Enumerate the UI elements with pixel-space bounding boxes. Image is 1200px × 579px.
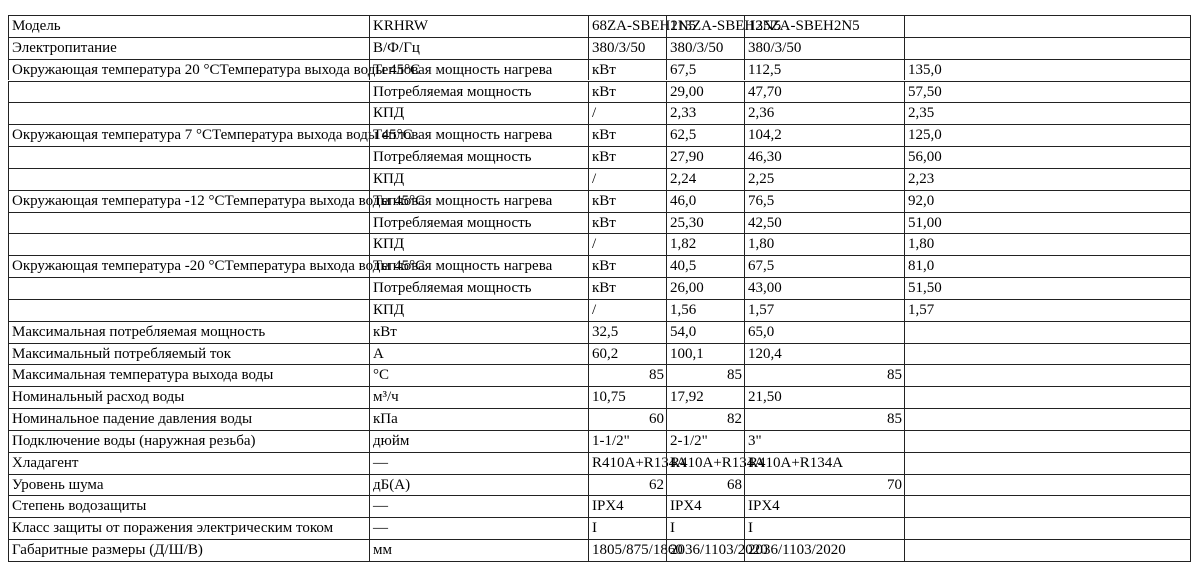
table-cell <box>904 430 1190 452</box>
table-cell: °C <box>369 364 588 386</box>
table-cell: 29,00 <box>666 81 744 103</box>
table-bottom-border <box>8 561 1191 562</box>
table-cell: 1,56 <box>666 299 744 321</box>
table-cell: 68ZA-SBEH2N5 <box>588 15 666 37</box>
table-row <box>0 102 1200 124</box>
table-cell <box>8 102 369 124</box>
table-cell: 1805/875/1860 <box>588 539 666 561</box>
table-cell: Подключение воды (наружная резьба) <box>8 430 369 452</box>
table-cell: 65,0 <box>744 321 904 343</box>
table-row <box>0 408 1200 430</box>
table-cell: 42,50 <box>744 212 904 234</box>
table-cell: кВт <box>588 59 666 81</box>
table-cell: 2,33 <box>666 102 744 124</box>
table-cell: 62 <box>588 474 666 496</box>
table-cell: кВт <box>588 190 666 212</box>
table-cell: Степень водозащиты <box>8 495 369 517</box>
table-cell: 3" <box>744 430 904 452</box>
table-cell: 51,50 <box>904 277 1190 299</box>
table-cell: Окружающая температура 20 °CТемпература выхода воды 45°C <box>8 59 369 81</box>
table-row <box>0 190 1200 212</box>
table-cell: Потребляемая мощность <box>369 146 588 168</box>
table-cell: 2,23 <box>904 168 1190 190</box>
table-cell: 67,5 <box>666 59 744 81</box>
table-cell: Тепловая мощность нагрева <box>369 59 588 81</box>
table-cell: I <box>588 517 666 539</box>
table-row <box>0 517 1200 539</box>
table-cell: кВт <box>588 81 666 103</box>
table-cell <box>8 146 369 168</box>
table-cell: 1,82 <box>666 233 744 255</box>
table-cell: Максимальная температура выхода воды <box>8 364 369 386</box>
table-cell: 1,57 <box>744 299 904 321</box>
table-cell: I <box>744 517 904 539</box>
table-cell: Номинальный расход воды <box>8 386 369 408</box>
table-right-border <box>1190 15 1191 562</box>
table-cell: 85 <box>588 364 666 386</box>
table-cell: Номинальное падение давления воды <box>8 408 369 430</box>
table-cell: Максимальная потребляемая мощность <box>8 321 369 343</box>
table-cell: Тепловая мощность нагрева <box>369 190 588 212</box>
table-cell: KRHRW <box>369 15 588 37</box>
table-cell: 85 <box>666 364 744 386</box>
table-cell: IPX4 <box>744 495 904 517</box>
table-cell: R410A+R134A <box>744 452 904 474</box>
table-row <box>0 59 1200 81</box>
table-cell: Окружающая температура -20 °CТемпература выхода воды 45°C <box>8 255 369 277</box>
table-cell: IPX4 <box>666 495 744 517</box>
table-cell: КПД <box>369 233 588 255</box>
table-cell: R410A+R134A <box>588 452 666 474</box>
table-cell: 120,4 <box>744 343 904 365</box>
table-cell: кВт <box>588 124 666 146</box>
table-row <box>0 168 1200 190</box>
table-cell: КПД <box>369 168 588 190</box>
table-row <box>0 255 1200 277</box>
table-row <box>0 277 1200 299</box>
table-cell <box>8 233 369 255</box>
table-cell <box>904 343 1190 365</box>
table-cell: 51,00 <box>904 212 1190 234</box>
table-cell: Уровень шума <box>8 474 369 496</box>
table-cell: 81,0 <box>904 255 1190 277</box>
table-cell <box>8 299 369 321</box>
table-row <box>0 386 1200 408</box>
table-cell <box>8 212 369 234</box>
table-cell: 67,5 <box>744 255 904 277</box>
table-cell <box>904 364 1190 386</box>
table-cell <box>904 408 1190 430</box>
table-cell: 60,2 <box>588 343 666 365</box>
table-cell: 104,2 <box>744 124 904 146</box>
table-cell <box>904 495 1190 517</box>
table-row <box>0 539 1200 561</box>
table-row <box>0 124 1200 146</box>
table-cell: 85 <box>744 408 904 430</box>
table-cell: 2,24 <box>666 168 744 190</box>
table-cell <box>904 539 1190 561</box>
table-cell: 2036/1103/2020 <box>744 539 904 561</box>
table-row <box>0 37 1200 59</box>
table-cell: кВт <box>588 212 666 234</box>
table-cell: 10,75 <box>588 386 666 408</box>
table-cell: 82 <box>666 408 744 430</box>
table-cell: 68 <box>666 474 744 496</box>
table-cell: 21,50 <box>744 386 904 408</box>
table-cell: 125,0 <box>904 124 1190 146</box>
table-cell: Потребляемая мощность <box>369 81 588 103</box>
table-cell: 26,00 <box>666 277 744 299</box>
table-cell: Тепловая мощность нагрева <box>369 255 588 277</box>
table-cell: Модель <box>8 15 369 37</box>
table-cell: 135,0 <box>904 59 1190 81</box>
table-cell: кВт <box>369 321 588 343</box>
table-cell: 46,30 <box>744 146 904 168</box>
table-cell: 85 <box>744 364 904 386</box>
table-row <box>0 343 1200 365</box>
table-cell: 43,00 <box>744 277 904 299</box>
table-cell: Электропитание <box>8 37 369 59</box>
table-cell: / <box>588 168 666 190</box>
table-cell <box>904 517 1190 539</box>
table-cell: 47,70 <box>744 81 904 103</box>
table-cell: 57,50 <box>904 81 1190 103</box>
table-row <box>0 146 1200 168</box>
table-cell: 40,5 <box>666 255 744 277</box>
table-cell <box>8 277 369 299</box>
table-cell: 25,30 <box>666 212 744 234</box>
table-cell <box>8 168 369 190</box>
table-cell: 113ZA-SBEH2N5 <box>666 15 744 37</box>
table-cell: 56,00 <box>904 146 1190 168</box>
table-cell: м³/ч <box>369 386 588 408</box>
table-cell: 380/3/50 <box>744 37 904 59</box>
table-cell <box>904 452 1190 474</box>
table-cell: 1,57 <box>904 299 1190 321</box>
table-cell: А <box>369 343 588 365</box>
table-cell: 54,0 <box>666 321 744 343</box>
table-cell: 62,5 <box>666 124 744 146</box>
table-cell: 60 <box>588 408 666 430</box>
table-cell: Окружающая температура 7 °CТемпература выхода воды 45°C <box>8 124 369 146</box>
table-cell: R410A+R134A <box>666 452 744 474</box>
table-cell: 380/3/50 <box>666 37 744 59</box>
table-cell: / <box>588 299 666 321</box>
table-cell: 46,0 <box>666 190 744 212</box>
table-cell: 70 <box>744 474 904 496</box>
table-row <box>0 233 1200 255</box>
table-row <box>0 15 1200 37</box>
table-cell: / <box>588 102 666 124</box>
table-cell <box>8 81 369 103</box>
table-cell: 380/3/50 <box>588 37 666 59</box>
table-cell: 32,5 <box>588 321 666 343</box>
table-cell: IPX4 <box>588 495 666 517</box>
table-cell <box>904 386 1190 408</box>
table-cell <box>904 37 1190 59</box>
table-cell: — <box>369 495 588 517</box>
table-cell: I <box>666 517 744 539</box>
table-cell: КПД <box>369 299 588 321</box>
table-cell: 92,0 <box>904 190 1190 212</box>
table-cell: КПД <box>369 102 588 124</box>
table-cell <box>904 474 1190 496</box>
table-cell: кВт <box>588 255 666 277</box>
table-row <box>0 212 1200 234</box>
table-cell: Окружающая температура -12 °CТемпература выхода воды 45°C <box>8 190 369 212</box>
table-cell: 2,25 <box>744 168 904 190</box>
table-cell: Класс защиты от поражения электрическим током <box>8 517 369 539</box>
table-row <box>0 495 1200 517</box>
table-row <box>0 81 1200 103</box>
table-cell: дБ(А) <box>369 474 588 496</box>
table-cell: кПа <box>369 408 588 430</box>
table-cell: 2,36 <box>744 102 904 124</box>
table-row <box>0 299 1200 321</box>
table-row <box>0 364 1200 386</box>
table-cell: Максимальный потребляемый ток <box>8 343 369 365</box>
table-cell: 2036/1103/2020 <box>666 539 744 561</box>
table-cell: 1,80 <box>744 233 904 255</box>
table-cell: В/Ф/Гц <box>369 37 588 59</box>
table-cell: — <box>369 452 588 474</box>
table-row <box>0 452 1200 474</box>
table-cell: мм <box>369 539 588 561</box>
table-cell: 135ZA-SBEH2N5 <box>744 15 904 37</box>
table-row <box>0 321 1200 343</box>
table-cell: кВт <box>588 146 666 168</box>
table-cell: / <box>588 233 666 255</box>
table-cell: 27,90 <box>666 146 744 168</box>
table-cell: кВт <box>588 277 666 299</box>
table-cell: Хладагент <box>8 452 369 474</box>
table-cell: 76,5 <box>744 190 904 212</box>
table-cell <box>904 15 1190 37</box>
table-cell: — <box>369 517 588 539</box>
table-cell: дюйм <box>369 430 588 452</box>
table-cell: 112,5 <box>744 59 904 81</box>
table-cell: Потребляемая мощность <box>369 277 588 299</box>
table-cell: Потребляемая мощность <box>369 212 588 234</box>
table-cell: 1,80 <box>904 233 1190 255</box>
table-cell: Тепловая мощность нагрева <box>369 124 588 146</box>
table-cell <box>904 321 1190 343</box>
table-cell: Габаритные размеры (Д/Ш/В) <box>8 539 369 561</box>
table-cell: 17,92 <box>666 386 744 408</box>
table-row <box>0 474 1200 496</box>
table-cell: 1-1/2" <box>588 430 666 452</box>
table-row <box>0 430 1200 452</box>
table-cell: 2-1/2" <box>666 430 744 452</box>
table-cell: 100,1 <box>666 343 744 365</box>
table-cell: 2,35 <box>904 102 1190 124</box>
